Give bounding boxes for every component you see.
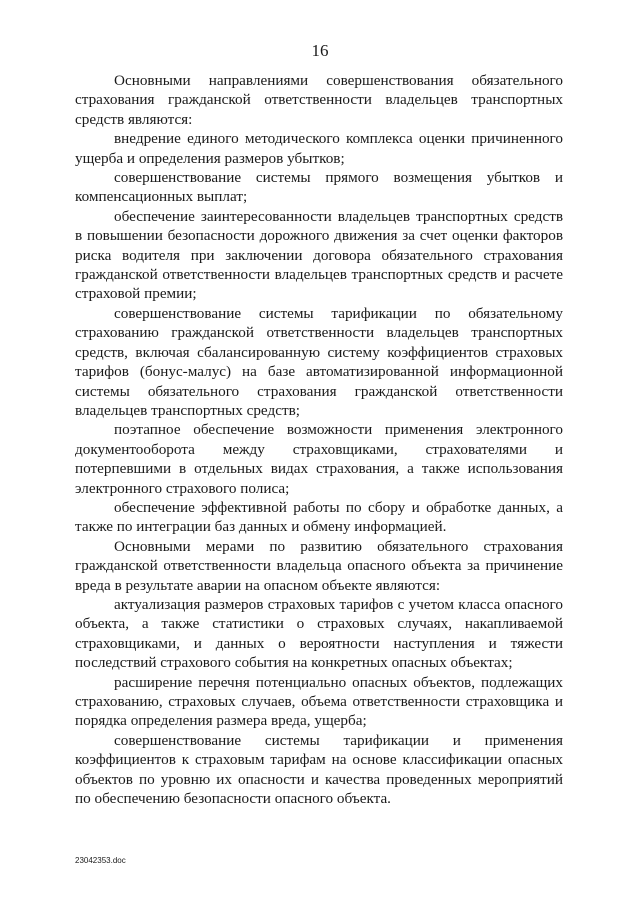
paragraph-direct-compensation: совершенствование системы прямого возмещения убытков и компенсационных выплат; — [75, 169, 563, 206]
paragraph-methodology: внедрение единого методического комплекса оценки причиненного ущерба и определения размеров убытков; — [75, 130, 563, 167]
paragraph-data-processing: обеспечение эффективной работы по сбору и обработке данных, а также по интеграции баз данных и обмену информацией. — [75, 498, 563, 536]
paragraph-intro-osago: Основными направлениями совершенствования обязательного страхования гражданской ответственности владельцев транспортных средств являются: — [75, 72, 563, 128]
paragraph-tariff-system: совершенствование системы тарификации по обязательному страхованию гражданской ответственности владельцев транспортных средств, включая сбалансированную систему коэффициентов страховых тарифов (бонус-малус) на базе автоматизированной информационной системы обязательного страхования гражданской ответственности владельцев транспортных средств; — [75, 304, 563, 419]
document-body — [75, 71, 563, 808]
footer-filename: 23042353.doc — [75, 856, 126, 865]
paragraph-coefficients: совершенствование системы тарификации и применения коэффициентов к страховым тарифам на основе классификации опасных объектов по уровню их опасности и качества проведенных мероприятий по обеспечению безопасности опасного объекта. — [75, 731, 563, 808]
page-number: 16 — [311, 41, 329, 60]
paragraph-tariff-update: актуализация размеров страховых тарифов с учетом класса опасного объекта, а также статистики о страховых случаях, накапливаемой страховщиками, и данных о вероятности наступления и тяжести последствий страхового события на конкретных опасных объектах; — [75, 595, 563, 672]
paragraph-object-list: расширение перечня потенциально опасных объектов, подлежащих страхованию, страховых случаев, объема ответственности страховщика и порядка определения размера вреда, ущерба; — [75, 673, 563, 730]
paragraph-intro-hazardous: Основными мерами по развитию обязательного страхования гражданской ответственности владельца опасного объекта за причинение вреда в результате аварии на опасном объекте являются: — [75, 537, 563, 594]
paragraph-electronic-docs: поэтапное обеспечение возможности применения электронного документооборота между страховщиками, страхователями и потерпевшими в отдельных видах страхования, а также использования электронного страхового полиса; — [75, 421, 563, 497]
paragraph-driver-risk: обеспечение заинтересованности владельцев транспортных средств в повышении безопасности дорожного движения за счет оценки факторов риска водителя при заключении договора обязательного страхования гражданской ответственности владельцев транспортных средств и расчете страховой премии; — [75, 207, 563, 303]
